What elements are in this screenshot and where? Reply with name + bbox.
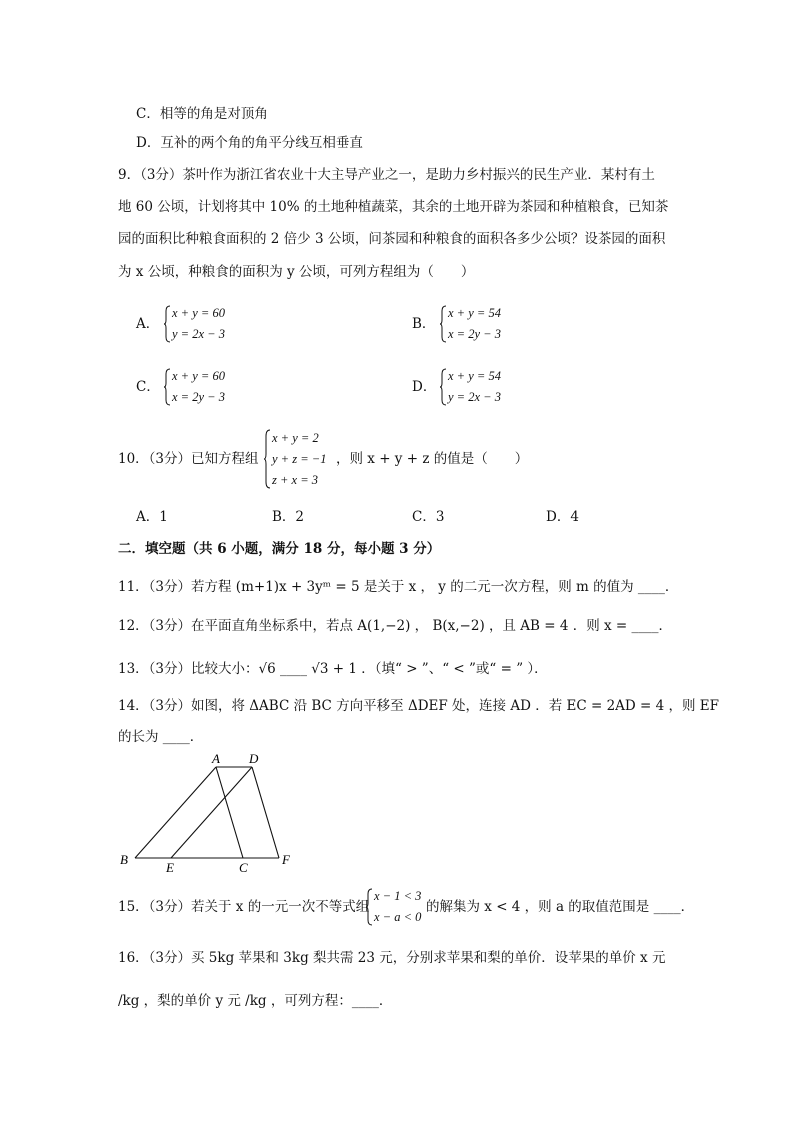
equation: x + y = 60 [172, 369, 225, 383]
equation: y = 2x − 3 [172, 327, 225, 341]
q16-line1: 16．（3分）买 5kg 苹果和 3kg 梨共需 23 元，分别求苹果和梨的单价．设苹果的单价 x 元 [118, 950, 666, 966]
q9-option-c-system [164, 368, 254, 408]
equation: x = 2y − 3 [448, 327, 501, 341]
brace-icon [440, 305, 448, 343]
label-a: A [212, 751, 220, 766]
segment-de [171, 767, 252, 858]
label-c: C [239, 860, 248, 875]
brace-icon [366, 888, 374, 926]
q16-line2: /kg ，梨的单价 y 元 /kg ，可列方程：____． [118, 993, 393, 1009]
brace-icon [440, 368, 448, 406]
segment-df [252, 767, 279, 858]
inequality: x − 1 < 3 [374, 889, 422, 903]
segment-ab [135, 767, 216, 858]
q10-suffix: ，则 x + y + z 的值是（ ） [336, 451, 529, 467]
q9-option-d-label: D． [412, 379, 437, 395]
q9-line2: 地 60 公顷，计划将其中 10% 的土地种植蔬菜，其余的土地开辟为茶园和种植粮食，已知茶 [118, 199, 669, 215]
q8-option-d: D．互补的两个角的角平分线互相垂直 [136, 135, 363, 151]
q15-suffix: 的解集为 x < 4 ，则 a 的取值范围是 ____． [426, 899, 695, 915]
q12: 12．（3分）在平面直角坐标系中，若点 A(1,−2) ， B(x,−2) ，且 AB = 4 ．则 x = ____． [118, 618, 673, 634]
segment-ac [216, 767, 243, 858]
equation: x + y = 2 [272, 431, 319, 445]
q10-option-b: B．2 [272, 509, 305, 525]
equation: x + y = 54 [448, 306, 501, 320]
translation-figure [114, 748, 314, 880]
label-f: F [282, 852, 290, 867]
section-heading: 二．填空题（共 6 小题，满分 18 分，每小题 3 分） [118, 541, 441, 557]
q9-line1: 9．（3分）茶叶作为浙江省农业十大主导产业之一，是助力乡村振兴的民生产业．某村有土 [118, 167, 655, 183]
equation: x + y = 54 [448, 369, 501, 383]
q9-option-a-label: A． [136, 316, 160, 332]
q10-option-a: A．1 [136, 509, 168, 525]
q9-line4: 为 x 公顷，种粮食的面积为 y 公顷，可列方程组为（ ） [118, 264, 475, 280]
q14-line1: 14．（3分）如图，将 ΔABC 沿 BC 方向平移至 ΔDEF 处，连接 AD ．若 EC = 2AD = 4 ，则 EF [118, 698, 720, 714]
q9-option-d-system [440, 368, 530, 408]
equation: y + z = −1 [272, 452, 327, 466]
q11: 11．（3分）若方程 (m+1)x + 3yᵐ = 5 是关于 x ， y 的二元一次方程，则 m 的值为 ____． [118, 579, 679, 595]
q14-line2: 的长为 ____． [118, 729, 204, 745]
equation: y = 2x − 3 [448, 390, 501, 404]
q10-option-d: D．4 [546, 509, 579, 525]
brace-icon [264, 429, 272, 489]
label-b: B [120, 852, 128, 867]
brace-icon [164, 368, 172, 406]
inequality: x − a < 0 [374, 910, 422, 924]
label-d: D [249, 751, 259, 766]
brace-icon [164, 305, 172, 343]
q9-line3: 园的面积比种粮食面积的 2 倍少 3 公顷，问茶园和种粮食的面积各多少公顷？设茶园的面积 [118, 231, 666, 247]
q10-prefix: 10．（3分）已知方程组 [118, 451, 259, 467]
q8-option-c: C．相等的角是对顶角 [136, 106, 268, 122]
equation: z + x = 3 [272, 473, 319, 487]
q9-option-b-label: B． [412, 316, 436, 332]
q10-option-c: C．3 [412, 509, 445, 525]
equation: x + y = 60 [172, 306, 225, 320]
q9-option-b-system [440, 305, 530, 345]
q15-prefix: 15．（3分）若关于 x 的一元一次不等式组 [118, 899, 370, 915]
q13: 13．（3分）比较大小：√6 ____ √3 + 1 ．（填“ > ”、“ < ”或“ = ” ）． [118, 661, 548, 677]
q9-option-c-label: C． [136, 379, 160, 395]
label-e: E [166, 860, 174, 875]
equation: x = 2y − 3 [172, 390, 225, 404]
q9-option-a-system [164, 305, 254, 345]
